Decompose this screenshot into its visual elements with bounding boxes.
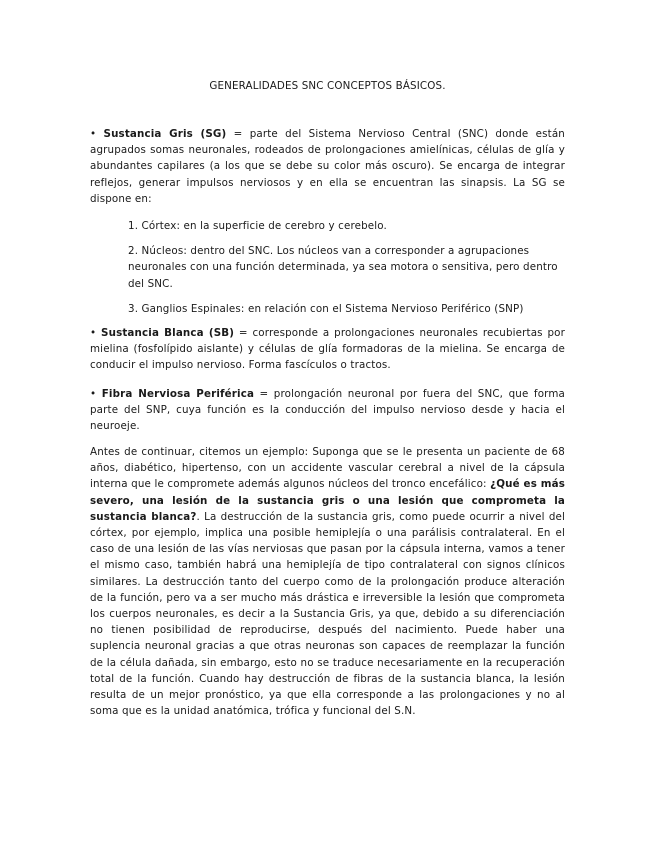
definition-fibra-nerviosa: = prolongación neuronal por fuera del SNC, que forma parte del SNP, cuya función es la conducción del impulso nervioso desde y hacia el neuroeje. bbox=[90, 388, 565, 433]
list-item: 3. Ganglios Espinales: en relación con el Sistema Nervioso Periférico (SNP) bbox=[128, 302, 524, 315]
term-sustancia-blanca: Sustancia Blanca (SB) bbox=[101, 327, 235, 339]
paragraph-fibra-nerviosa bbox=[90, 386, 565, 435]
definition-sustancia-gris: = parte del Sistema Nervioso Central (SNC) donde están agrupados somas neuronales, rodeados de prolongaciones amielínicas, células de glía y abundantes capilares (a los que se debe su color más oscuro). Se encarga de integrar reflejos, generar impulsos nerviosos y en ella se encuentran las sinapsis. La SG se dispone en: bbox=[90, 128, 565, 205]
list-item: 1. Córtex: en la superficie de cerebro y cerebelo. bbox=[128, 220, 387, 232]
list-item: 2. Núcleos: dentro del SNC. Los núcleos van a corresponder a agrupaciones neuronales con una función determinada, ya sea motora o sensitiva, pero dentro del SNC. bbox=[128, 245, 558, 290]
paragraph-ejemplo bbox=[90, 444, 565, 719]
example-body: . La destrucción de la sustancia gris, como puede ocurrir a nivel del córtex, por ejemplo, implica una posible hemiplejía o una parálisis contralateral. En el caso de una lesión de las vías nerviosas que pasan por la cápsula interna, vamos a tener el mismo caso, también habrá una hemiplejía de tipo contralateral con signos clínicos similares. La destrucción tanto del cuerpo como de la prolongación produce alteración de la función, pero va a ser mucho más drástica e irreversible la lesión que comprometa los cuerpos neuronales, es decir a la Sustancia Gris, ya que, debido a su diferenciación no tienen posibilidad de reproducirse, después del nacimiento. Puede haber una suplencia neuronal gracias a que otras neuronas son capaces de reemplazar la función de la célula dañada, sin embargo, esto no se traduce necesariamente en la recuperación total de la función. Cuando hay destrucción de fibras de la sustancia blanca, la lesión resulta de un mejor pronóstico, ya que ella corresponde a las prolongaciones y no al soma que es la unidad anatómica, trófica y funcional del S.N. bbox=[90, 510, 566, 718]
paragraph-sustancia-blanca bbox=[90, 325, 565, 374]
bullet: • bbox=[90, 388, 97, 400]
bullet: • bbox=[90, 327, 97, 339]
paragraph-sustancia-gris bbox=[90, 126, 565, 207]
page-title: GENERALIDADES SNC CONCEPTOS BÁSICOS. bbox=[209, 80, 446, 92]
example-question: ¿Qué es más severo, una lesión de la sustancia gris o una lesión que comprometa la sustancia blanca? bbox=[90, 478, 566, 523]
sg-list bbox=[128, 218, 565, 317]
definition-sustancia-blanca: = corresponde a prolongaciones neuronales recubiertas por mielina (fosfolípido aislante) y células de glía formadoras de la mielina. Se encarga de conducir el impulso nervioso. Forma fascículos o tractos. bbox=[90, 327, 565, 372]
term-fibra-nerviosa: Fibra Nerviosa Periférica bbox=[101, 388, 255, 400]
example-intro: Antes de continuar, citemos un ejemplo: Suponga que se le presenta un paciente de 68 años, diabético, hipertenso, con un accidente vascular cerebral a nivel de la cápsula interna que le compromete además algunos núcleos del tronco encefálico: bbox=[90, 446, 565, 491]
term-sustancia-gris: Sustancia Gris (SG) bbox=[103, 128, 227, 140]
bullet: • bbox=[90, 128, 97, 140]
